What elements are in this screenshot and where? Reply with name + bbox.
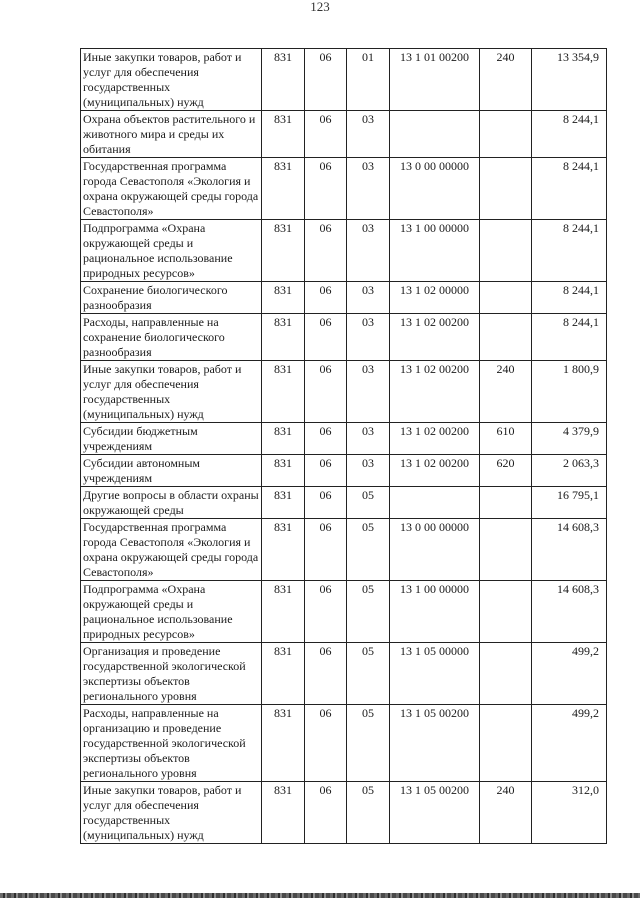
row-subsection-code: 03 xyxy=(347,158,390,220)
row-section-code: 06 xyxy=(305,455,347,487)
row-expense-type: 610 xyxy=(480,423,532,455)
table-row xyxy=(81,49,607,111)
row-target-code: 13 1 02 00200 xyxy=(390,361,480,423)
table-row xyxy=(81,581,607,643)
row-subsection-code: 05 xyxy=(347,705,390,782)
row-target-code: 13 1 02 00000 xyxy=(390,282,480,314)
row-name: Другие вопросы в области охраны окружающей среды xyxy=(81,487,262,519)
row-section-code: 06 xyxy=(305,782,347,844)
row-target-code: 13 0 00 00000 xyxy=(390,158,480,220)
row-ministry-code: 831 xyxy=(262,111,305,158)
row-amount: 8 244,1 xyxy=(532,220,607,282)
page-number: 123 xyxy=(310,0,330,14)
row-name: Расходы, направленные на организацию и проведение государственной экологической экспертизы объектов регионального уровня xyxy=(81,705,262,782)
row-ministry-code: 831 xyxy=(262,361,305,423)
row-subsection-code: 03 xyxy=(347,111,390,158)
row-target-code: 13 1 02 00200 xyxy=(390,423,480,455)
row-section-code: 06 xyxy=(305,158,347,220)
row-amount: 2 063,3 xyxy=(532,455,607,487)
row-amount: 13 354,9 xyxy=(532,49,607,111)
row-expense-type xyxy=(480,111,532,158)
row-target-code: 13 1 05 00200 xyxy=(390,705,480,782)
row-ministry-code: 831 xyxy=(262,643,305,705)
row-amount: 14 608,3 xyxy=(532,519,607,581)
row-target-code: 13 1 01 00200 xyxy=(390,49,480,111)
row-section-code: 06 xyxy=(305,581,347,643)
row-name: Субсидии бюджетным учреждениям xyxy=(81,423,262,455)
row-section-code: 06 xyxy=(305,423,347,455)
row-section-code: 06 xyxy=(305,705,347,782)
row-target-code: 13 1 02 00200 xyxy=(390,314,480,361)
table-row xyxy=(81,314,607,361)
row-amount: 4 379,9 xyxy=(532,423,607,455)
row-expense-type xyxy=(480,705,532,782)
row-expense-type xyxy=(480,282,532,314)
row-name: Расходы, направленные на сохранение биологического разнообразия xyxy=(81,314,262,361)
row-section-code: 06 xyxy=(305,282,347,314)
table-row xyxy=(81,220,607,282)
table-row xyxy=(81,423,607,455)
table-row xyxy=(81,519,607,581)
row-amount: 16 795,1 xyxy=(532,487,607,519)
row-ministry-code: 831 xyxy=(262,423,305,455)
row-target-code xyxy=(390,487,480,519)
row-target-code: 13 1 00 00000 xyxy=(390,220,480,282)
table-row xyxy=(81,111,607,158)
table-row xyxy=(81,705,607,782)
row-section-code: 06 xyxy=(305,111,347,158)
table-row xyxy=(81,282,607,314)
row-subsection-code: 03 xyxy=(347,282,390,314)
row-ministry-code: 831 xyxy=(262,705,305,782)
row-expense-type xyxy=(480,581,532,643)
row-amount: 8 244,1 xyxy=(532,111,607,158)
row-amount: 1 800,9 xyxy=(532,361,607,423)
row-expense-type: 240 xyxy=(480,782,532,844)
row-section-code: 06 xyxy=(305,314,347,361)
row-subsection-code: 03 xyxy=(347,361,390,423)
row-name: Субсидии автономным учреждениям xyxy=(81,455,262,487)
row-amount: 8 244,1 xyxy=(532,158,607,220)
row-subsection-code: 05 xyxy=(347,782,390,844)
table-row xyxy=(81,158,607,220)
row-name: Организация и проведение государственной экологической экспертизы объектов регионального уровня xyxy=(81,643,262,705)
row-section-code: 06 xyxy=(305,519,347,581)
row-ministry-code: 831 xyxy=(262,782,305,844)
row-target-code: 13 0 00 00000 xyxy=(390,519,480,581)
table-row xyxy=(81,487,607,519)
row-amount: 312,0 xyxy=(532,782,607,844)
row-subsection-code: 05 xyxy=(347,581,390,643)
row-amount: 14 608,3 xyxy=(532,581,607,643)
row-subsection-code: 01 xyxy=(347,49,390,111)
row-expense-type: 240 xyxy=(480,361,532,423)
row-ministry-code: 831 xyxy=(262,519,305,581)
row-ministry-code: 831 xyxy=(262,487,305,519)
row-subsection-code: 03 xyxy=(347,455,390,487)
row-target-code xyxy=(390,111,480,158)
row-ministry-code: 831 xyxy=(262,282,305,314)
row-ministry-code: 831 xyxy=(262,220,305,282)
row-section-code: 06 xyxy=(305,487,347,519)
row-section-code: 06 xyxy=(305,220,347,282)
row-expense-type xyxy=(480,519,532,581)
row-ministry-code: 831 xyxy=(262,314,305,361)
row-name: Иные закупки товаров, работ и услуг для обеспечения государственных (муниципальных) нужд xyxy=(81,361,262,423)
row-amount: 499,2 xyxy=(532,643,607,705)
row-expense-type: 240 xyxy=(480,49,532,111)
row-subsection-code: 05 xyxy=(347,643,390,705)
row-amount: 8 244,1 xyxy=(532,282,607,314)
row-amount: 8 244,1 xyxy=(532,314,607,361)
row-target-code: 13 1 05 00200 xyxy=(390,782,480,844)
row-ministry-code: 831 xyxy=(262,455,305,487)
row-name: Охрана объектов растительного и животного мира и среды их обитания xyxy=(81,111,262,158)
row-target-code: 13 1 00 00000 xyxy=(390,581,480,643)
row-section-code: 06 xyxy=(305,361,347,423)
table-row xyxy=(81,782,607,844)
row-section-code: 06 xyxy=(305,49,347,111)
table-row xyxy=(81,643,607,705)
row-name: Иные закупки товаров, работ и услуг для обеспечения государственных (муниципальных) нужд xyxy=(81,49,262,111)
row-subsection-code: 03 xyxy=(347,220,390,282)
row-expense-type xyxy=(480,158,532,220)
row-name: Государственная программа города Севастополя «Экология и охрана окружающей среды города Севастополя» xyxy=(81,158,262,220)
row-target-code: 13 1 02 00200 xyxy=(390,455,480,487)
table-body xyxy=(81,49,607,844)
row-name: Государственная программа города Севастополя «Экология и охрана окружающей среды города Севастополя» xyxy=(81,519,262,581)
table-row xyxy=(81,455,607,487)
row-name: Сохранение биологического разнообразия xyxy=(81,282,262,314)
row-expense-type xyxy=(480,314,532,361)
row-name: Подпрограмма «Охрана окружающей среды и рациональное использование природных ресурсов» xyxy=(81,220,262,282)
scan-edge-artifact xyxy=(0,893,640,898)
budget-table xyxy=(80,48,607,844)
row-subsection-code: 03 xyxy=(347,423,390,455)
row-amount: 499,2 xyxy=(532,705,607,782)
row-ministry-code: 831 xyxy=(262,581,305,643)
row-expense-type xyxy=(480,487,532,519)
row-name: Иные закупки товаров, работ и услуг для обеспечения государственных (муниципальных) нужд xyxy=(81,782,262,844)
table-row xyxy=(81,361,607,423)
row-section-code: 06 xyxy=(305,643,347,705)
row-subsection-code: 05 xyxy=(347,487,390,519)
row-target-code: 13 1 05 00000 xyxy=(390,643,480,705)
row-subsection-code: 03 xyxy=(347,314,390,361)
row-ministry-code: 831 xyxy=(262,158,305,220)
row-expense-type xyxy=(480,220,532,282)
row-subsection-code: 05 xyxy=(347,519,390,581)
row-expense-type: 620 xyxy=(480,455,532,487)
row-ministry-code: 831 xyxy=(262,49,305,111)
row-name: Подпрограмма «Охрана окружающей среды и рациональное использование природных ресурсов» xyxy=(81,581,262,643)
row-expense-type xyxy=(480,643,532,705)
